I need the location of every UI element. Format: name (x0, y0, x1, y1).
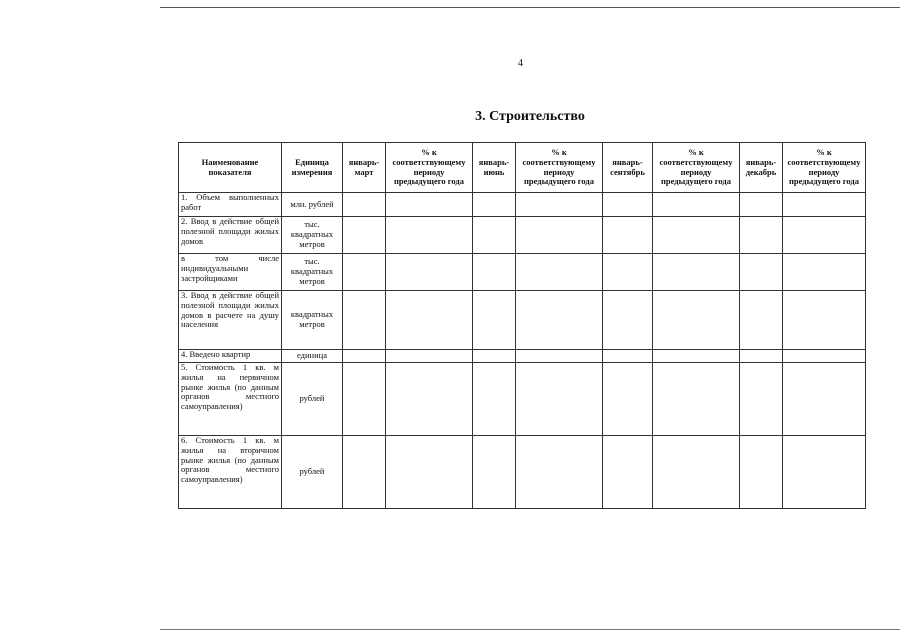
header-cell: январь-июнь (473, 143, 516, 193)
value-cell (603, 436, 653, 509)
table-row (179, 363, 866, 436)
value-cell (386, 291, 473, 350)
indicator-name: в том числе индивидуальными застройщиками (179, 254, 282, 291)
table-row (179, 254, 866, 291)
header-cell: январь-декабрь (740, 143, 783, 193)
value-cell (343, 193, 386, 217)
table-row (179, 436, 866, 509)
header-cell: % к соответствующему периоду предыдущего года (516, 143, 603, 193)
unit-cell: млн. рублей (282, 193, 343, 217)
top-rule (160, 7, 900, 8)
value-cell (386, 363, 473, 436)
table-row (179, 291, 866, 350)
value-cell (343, 436, 386, 509)
value-cell (473, 350, 516, 363)
value-cell (783, 363, 866, 436)
value-cell (740, 291, 783, 350)
value-cell (740, 217, 783, 254)
value-cell (603, 291, 653, 350)
value-cell (473, 193, 516, 217)
table-row (179, 193, 866, 217)
unit-cell: рублей (282, 436, 343, 509)
value-cell (386, 350, 473, 363)
value-cell (783, 350, 866, 363)
unit-cell: рублей (282, 363, 343, 436)
table-row (179, 217, 866, 254)
value-cell (473, 436, 516, 509)
indicator-name: 4. Введено квартир (179, 350, 282, 363)
header-row (179, 143, 866, 193)
value-cell (343, 217, 386, 254)
unit-cell: единица (282, 350, 343, 363)
value-cell (516, 350, 603, 363)
value-cell (516, 193, 603, 217)
value-cell (783, 291, 866, 350)
header-cell: Единица измерения (282, 143, 343, 193)
value-cell (516, 217, 603, 254)
value-cell (473, 291, 516, 350)
indicator-name: 5. Стоимость 1 кв. м жилья на первичном рынке жилья (по данным органов местного самоуправления) (179, 363, 282, 436)
value-cell (783, 254, 866, 291)
header-cell: % к соответствующему периоду предыдущего года (783, 143, 866, 193)
value-cell (653, 193, 740, 217)
bottom-rule (160, 629, 900, 630)
value-cell (516, 291, 603, 350)
value-cell (343, 363, 386, 436)
value-cell (740, 363, 783, 436)
value-cell (653, 436, 740, 509)
indicator-name: 3. Ввод в действие общей полезной площади жилых домов в расчете на душу населения (179, 291, 282, 350)
unit-cell: квадратных метров (282, 291, 343, 350)
value-cell (343, 350, 386, 363)
value-cell (653, 363, 740, 436)
value-cell (740, 254, 783, 291)
indicator-name: 6. Стоимость 1 кв. м жилья на вторичном рынке жилья (по данным органов местного самоуправления) (179, 436, 282, 509)
value-cell (386, 193, 473, 217)
value-cell (603, 254, 653, 291)
value-cell (740, 350, 783, 363)
page-number: 4 (518, 58, 523, 69)
table-row (179, 350, 866, 363)
unit-cell: тыс. квадратных метров (282, 217, 343, 254)
header-cell: январь-март (343, 143, 386, 193)
header-cell: Наименование показателя (179, 143, 282, 193)
value-cell (653, 254, 740, 291)
indicator-name: 1. Объем выполненных работ (179, 193, 282, 217)
value-cell (516, 436, 603, 509)
indicator-name: 2. Ввод в действие общей полезной площади жилых домов (179, 217, 282, 254)
value-cell (473, 254, 516, 291)
value-cell (653, 291, 740, 350)
value-cell (603, 193, 653, 217)
unit-cell: тыс. квадратных метров (282, 254, 343, 291)
header-cell: январь-сентябрь (603, 143, 653, 193)
value-cell (603, 363, 653, 436)
value-cell (783, 193, 866, 217)
value-cell (473, 363, 516, 436)
value-cell (653, 217, 740, 254)
value-cell (343, 254, 386, 291)
value-cell (740, 436, 783, 509)
value-cell (516, 254, 603, 291)
value-cell (783, 217, 866, 254)
construction-table (178, 142, 866, 509)
value-cell (653, 350, 740, 363)
value-cell (386, 254, 473, 291)
value-cell (740, 193, 783, 217)
value-cell (783, 436, 866, 509)
value-cell (386, 217, 473, 254)
value-cell (603, 217, 653, 254)
section-title: 3. Строительство (475, 109, 585, 124)
value-cell (516, 363, 603, 436)
header-cell: % к соответствующему периоду предыдущего года (653, 143, 740, 193)
header-cell: % к соответствующему периоду предыдущего года (386, 143, 473, 193)
value-cell (473, 217, 516, 254)
value-cell (343, 291, 386, 350)
value-cell (386, 436, 473, 509)
value-cell (603, 350, 653, 363)
